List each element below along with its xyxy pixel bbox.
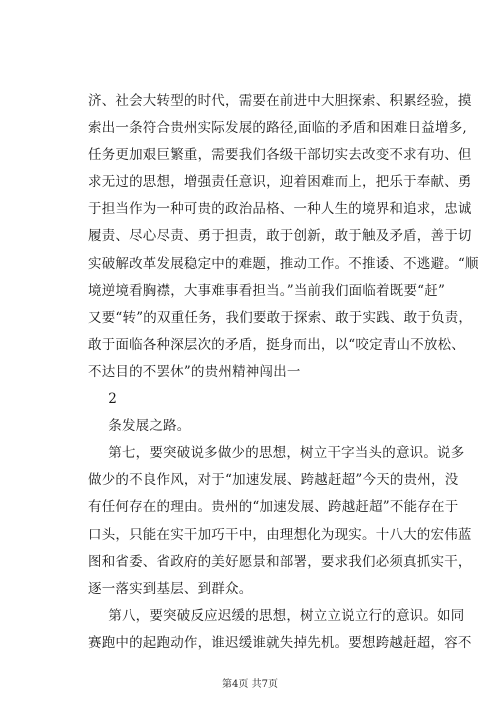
text-line: 口头，只能在实干加巧干中，由理想化为现实。十八大的宏伟蓝 <box>88 526 472 543</box>
document-body <box>88 88 479 657</box>
paragraph-start: 第七，要突破说多做少的思想，树立干字当头的意识。说多 <box>108 445 465 462</box>
text-line: 于担当作为一种可贵的政治品格、一种人生的境界和追求，忠诚 <box>88 201 472 218</box>
text-line: 求无过的思想，增强责任意识，迎着困难而上，把乐于奉献、勇 <box>88 174 472 191</box>
text-line: 履责、尽心尽责、勇于担责，敢于创新，敢于触及矛盾，善于切 <box>88 228 472 245</box>
text-line: 索出一条符合贵州实际发展的路径,面临的矛盾和困难日益增多, <box>88 120 467 137</box>
text-line: 境逆境看胸襟，大事难事看担当。”当前我们面临着既要“赶” <box>88 282 446 299</box>
text-line: 图和省委、省政府的美好愿景和部署，要求我们必须真抓实干， <box>88 553 472 570</box>
text-line: 条发展之路。 <box>108 418 191 435</box>
text-line: 济、社会大转型的时代，需要在前进中大胆探索、积累经验，摸 <box>88 93 472 109</box>
text-line: 实破解改革发展稳定中的难题，推动工作。不推诿、不逃避。“顺 <box>88 255 479 272</box>
text-line: 赛跑中的起跑动作，谁迟缓谁就失掉先机。要想跨越赶超，容不 <box>88 634 472 651</box>
text-line: 逐一落实到基层、到群众。 <box>88 580 253 597</box>
paragraph-start: 第八，要突破反应迟缓的思想，树立立说立行的意识。如同 <box>108 607 465 624</box>
text-line: 又要“转”的双重任务，我们要敢于探索、敢于实践、敢于负责， <box>88 309 473 326</box>
text-line: 不达目的不罢休”的贵州精神闯出一 <box>88 363 301 380</box>
page-marker: 2 <box>108 391 118 408</box>
text-line: 敢于面临各种深层次的矛盾，挺身而出，以“咬定青山不放松、 <box>88 336 466 353</box>
text-line: 有任何存在的理由。贵州的“加速发展、跨越赶超”不能存在于 <box>88 499 459 516</box>
page-footer: 第4页 共7页 <box>222 679 278 690</box>
text-line: 做少的不良作风，对于“加速发展、跨越赶超”今天的贵州，没 <box>88 472 459 489</box>
text-line: 任务更加艰巨繁重，需要我们各级干部切实去改变不求有功、但 <box>88 147 472 164</box>
